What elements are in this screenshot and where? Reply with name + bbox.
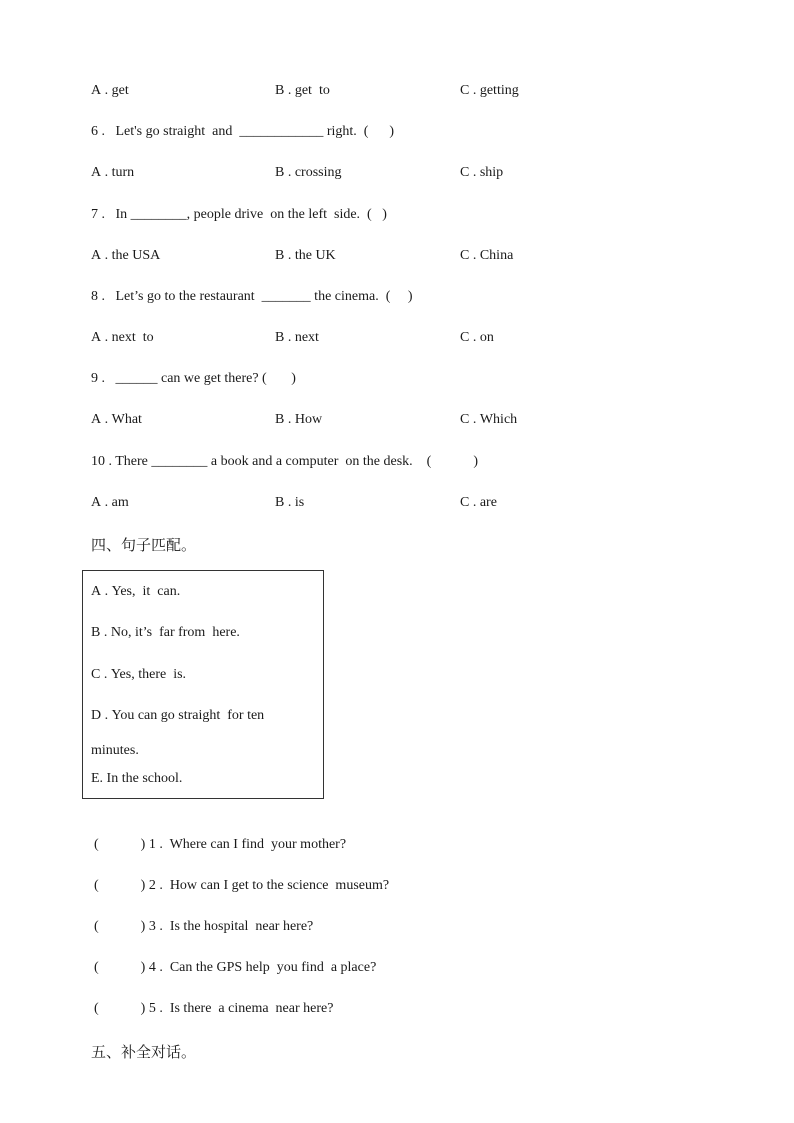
answer-option-c: C . Yes, there is. <box>91 667 187 682</box>
q5-option-b: B . get to <box>275 83 330 98</box>
q9-option-c: C . Which <box>460 412 518 427</box>
q8-option-a: A . next to <box>91 330 154 345</box>
q6-stem: 6 . Let's go straight and ____________ right. ( ) <box>91 124 395 139</box>
q7-stem: 7 . In ________, people drive on the left side. ( ) <box>91 207 387 222</box>
q10-option-c: C . are <box>460 495 497 510</box>
section-5-heading: 五、补全对话。 <box>91 1043 197 1061</box>
answer-options-box <box>82 570 324 799</box>
q10-option-a: A . am <box>91 495 129 510</box>
q6-option-b: B . crossing <box>275 165 342 180</box>
match-question-5: ( ) 5 . Is there a cinema near here? <box>94 1001 334 1016</box>
q7-option-b: B . the UK <box>275 248 336 263</box>
q8-option-c: C . on <box>460 330 494 345</box>
match-question-3: ( ) 3 . Is the hospital near here? <box>94 919 314 934</box>
q8-option-b: B . next <box>275 330 319 345</box>
q5-option-c: C . getting <box>460 83 519 98</box>
section-4-heading: 四、句子匹配。 <box>91 536 197 554</box>
match-question-2: ( ) 2 . How can I get to the science museum? <box>94 878 390 893</box>
q10-stem: 10 . There ________ a book and a computer on the desk. ( ) <box>91 454 478 469</box>
q6-option-c: C . ship <box>460 165 504 180</box>
q10-option-b: B . is <box>275 495 305 510</box>
q9-option-a: A . What <box>91 412 142 427</box>
answer-option-a: A . Yes, it can. <box>91 584 181 599</box>
answer-option-d: D . You can go straight for ten <box>91 708 265 723</box>
q6-option-a: A . turn <box>91 165 135 180</box>
answer-option-e: E. In the school. <box>91 771 183 786</box>
match-question-1: ( ) 1 . Where can I find your mother? <box>94 837 347 852</box>
q9-stem: 9 . ______ can we get there? ( ) <box>91 371 296 386</box>
q5-option-a: A . get <box>91 83 129 98</box>
q8-stem: 8 . Let’s go to the restaurant _______ the cinema. ( ) <box>91 289 413 304</box>
answer-option-b: B . No, it’s far from here. <box>91 625 240 640</box>
match-question-4: ( ) 4 . Can the GPS help you find a place? <box>94 960 377 975</box>
q9-option-b: B . How <box>275 412 323 427</box>
q7-option-a: A . the USA <box>91 248 161 263</box>
answer-option-d-continued: minutes. <box>91 743 139 758</box>
q7-option-c: C . China <box>460 248 514 263</box>
